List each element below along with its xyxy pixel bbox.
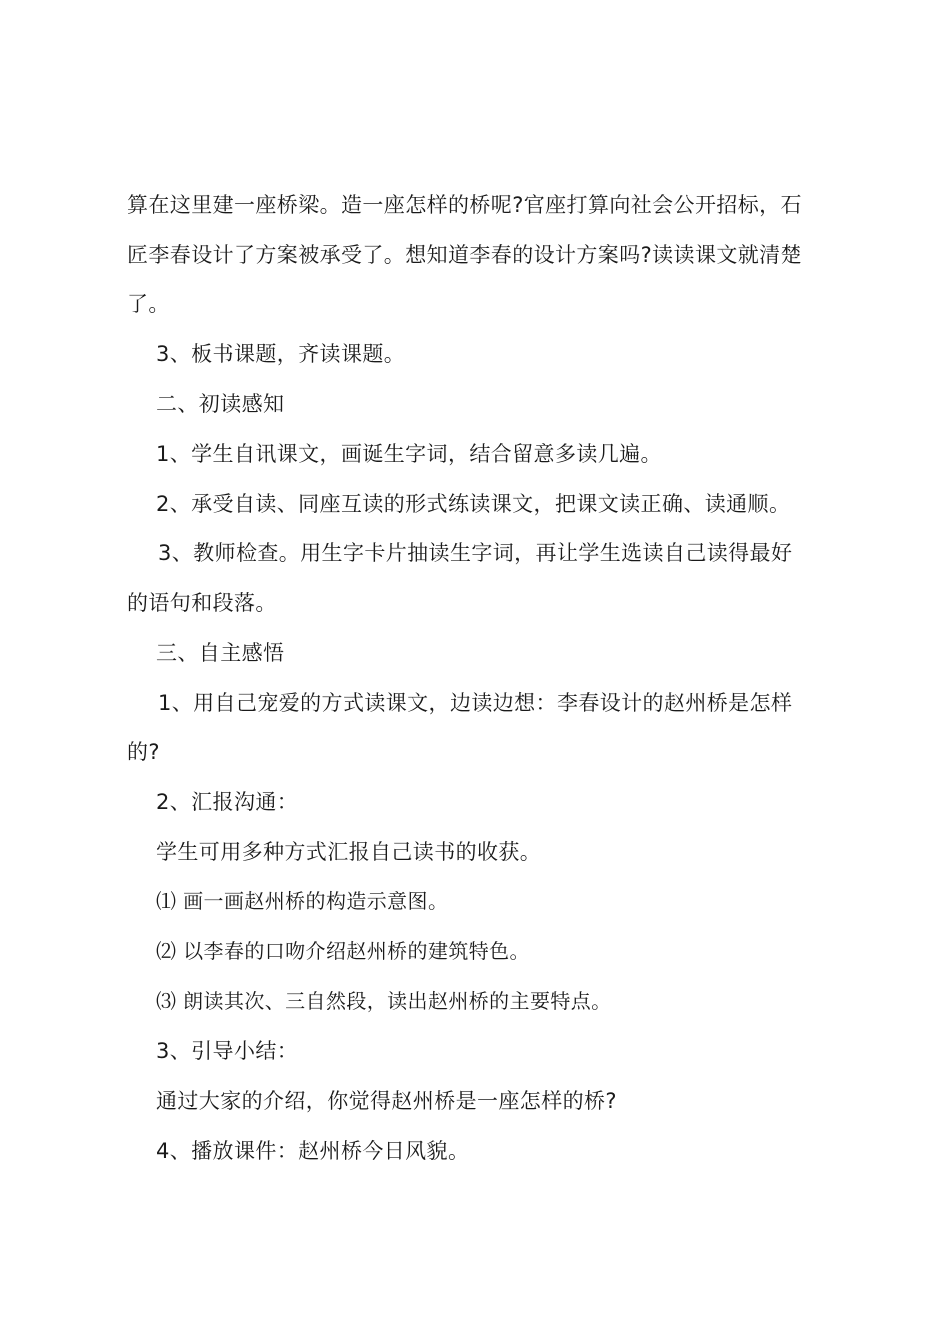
section-heading: 二、初读感知 — [156, 392, 285, 416]
step-line: 3、教师检查。用生字卡片抽读生字词，再让学生选读自己读得最好 — [158, 541, 793, 565]
paragraph-line: 算在这里建一座桥梁。造一座怎样的桥呢?官座打算向社会公开招标，石 — [127, 193, 802, 217]
list-item: ⑵ 以李春的口吻介绍赵州桥的建筑特色。 — [156, 939, 530, 963]
step-line: 1、学生自讯课文，画诞生字词，结合留意多读几遍。 — [156, 442, 662, 466]
step-line: 3、引导小结： — [156, 1039, 299, 1063]
step-line: 3、板书课题，齐读课题。 — [156, 342, 406, 366]
paragraph-line: 的? — [127, 740, 160, 764]
list-item: ⑴ 画一画赵州桥的构造示意图。 — [156, 889, 449, 913]
list-item: ⑶ 朗读其次、三自然段，读出赵州桥的主要特点。 — [156, 989, 612, 1013]
step-line: 2、汇报沟通： — [156, 790, 299, 814]
paragraph-line: 学生可用多种方式汇报自己读书的收获。 — [156, 840, 542, 864]
step-line: 2、承受自读、同座互读的形式练读课文，把课文读正确、读通顺。 — [156, 492, 791, 516]
paragraph-line: 通过大家的介绍，你觉得赵州桥是一座怎样的桥? — [156, 1089, 617, 1113]
paragraph-line: 的语句和段落。 — [127, 591, 277, 615]
paragraph-line: 匠李春设计了方案被承受了。想知道李春的设计方案吗?读读课文就清楚 — [127, 243, 802, 267]
paragraph-line: 了。 — [127, 292, 170, 316]
step-line: 1、用自己宠爱的方式读课文，边读边想：李春设计的赵州桥是怎样 — [158, 691, 793, 715]
section-heading: 三、自主感悟 — [156, 641, 285, 665]
step-line: 4、播放课件：赵州桥今日风貌。 — [156, 1139, 470, 1163]
